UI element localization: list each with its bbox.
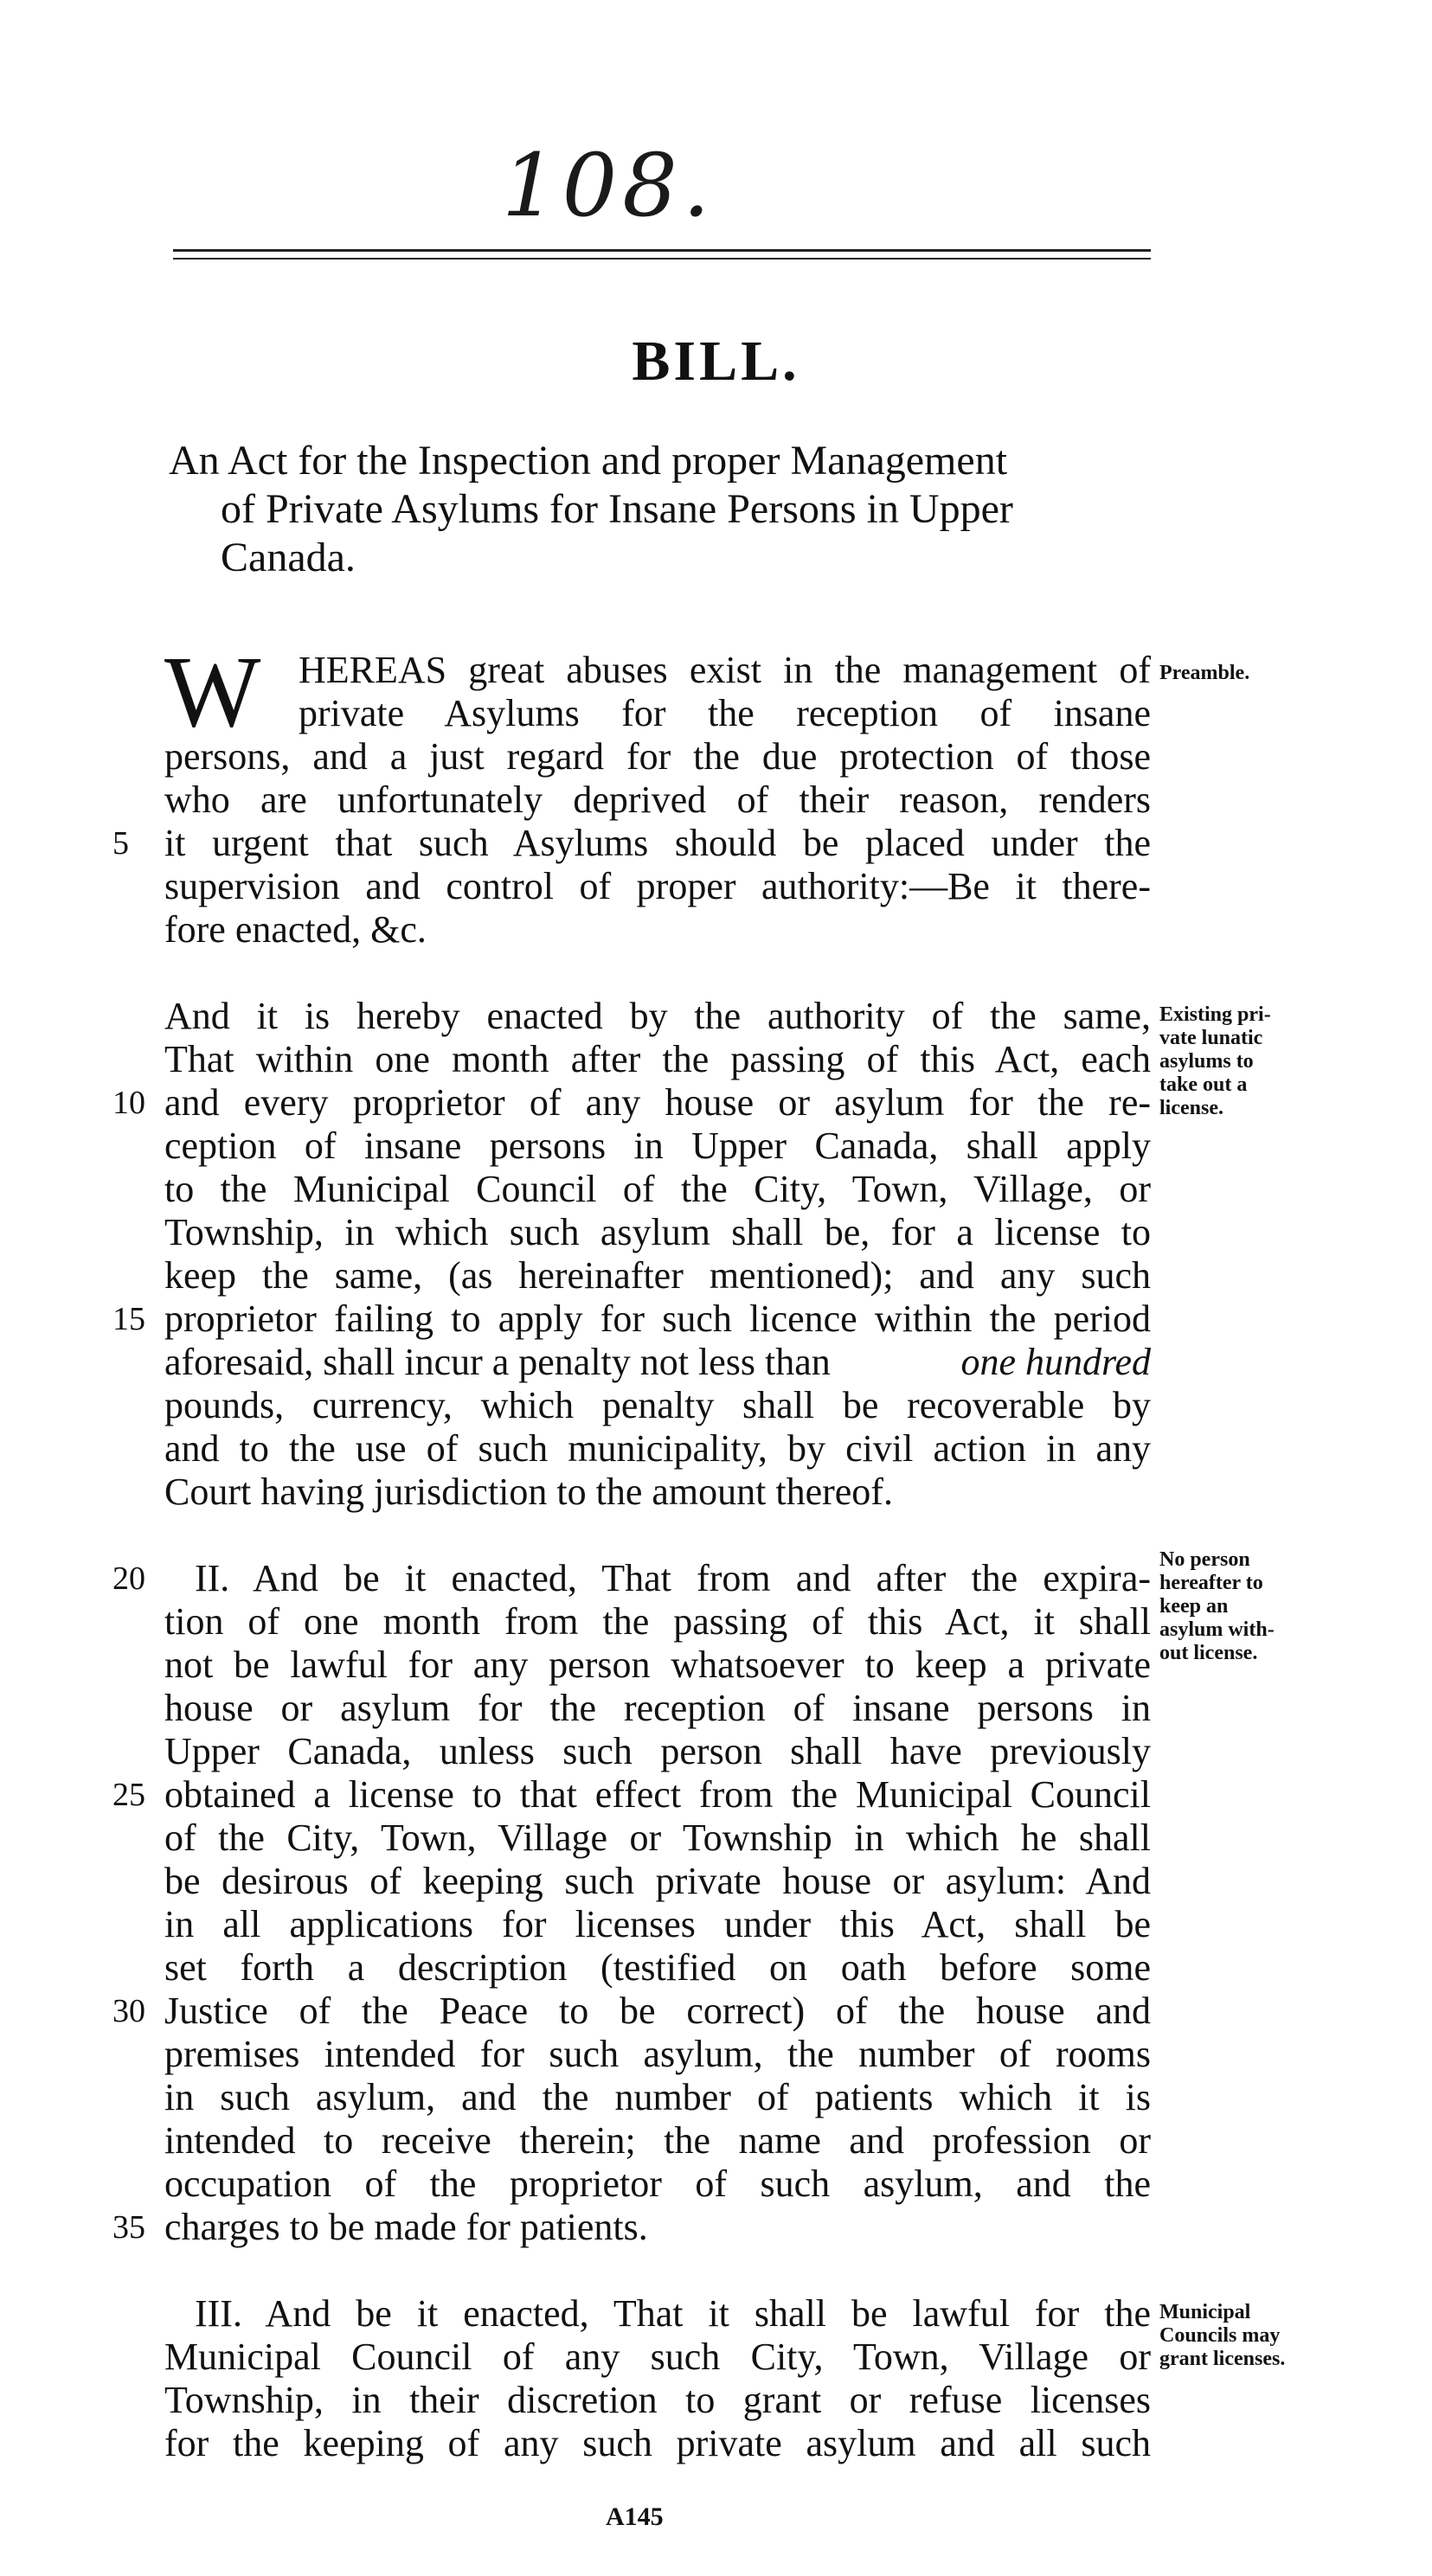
margin-note-line: license. (1159, 1097, 1223, 1119)
margin-note-section-1 (1159, 1003, 1341, 1120)
section-2-line: be desirous of keeping such private house or asylum: And (164, 1860, 1151, 1902)
section-2-line: house or asylum for the reception of insane persons in (164, 1687, 1151, 1729)
act-title-line: An Act for the Inspection and proper Management (169, 438, 1008, 484)
section-3-line: Municipal Council of any such City, Town, Village or (164, 2336, 1151, 2378)
margin-note-line: hereafter to (1159, 1572, 1263, 1594)
act-title (169, 437, 1164, 582)
header-rule-double (173, 258, 1151, 260)
margin-note-line: vate lunatic (1159, 1027, 1263, 1049)
margin-note-line: asylum with- (1159, 1618, 1275, 1641)
margin-note-line: Municipal (1159, 2301, 1251, 2323)
margin-note-section-3 (1159, 2301, 1341, 2371)
preamble-line: HEREAS great abuses exist in the management of (299, 649, 1151, 691)
margin-note-line: Existing pri- (1159, 1003, 1271, 1026)
section-2-line: premises intended for such asylum, the number of rooms (164, 2033, 1151, 2075)
section-1-line: proprietor failing to apply for such licence within the period (164, 1298, 1151, 1340)
section-2-line: charges to be made for patients. (164, 2206, 648, 2248)
preamble-line: private Asylums for the reception of insane (299, 692, 1151, 734)
section-1-line: pounds, currency, which penalty shall be recoverable by (164, 1384, 1151, 1426)
section-1-line: Township, in which such asylum shall be, for a license to (164, 1211, 1151, 1253)
line-number: 20 (112, 1560, 145, 1597)
section-1-line: Court having jurisdiction to the amount thereof. (164, 1471, 893, 1513)
section-1-line: aforesaid, shall incur a penalty not less than (164, 1341, 831, 1383)
line-number: 25 (112, 1777, 145, 1813)
section-2-line: not be lawful for any person whatsoever to keep a private (164, 1644, 1151, 1686)
section-2-line: in such asylum, and the number of patients which it is (164, 2076, 1151, 2118)
section-2-line: Upper Canada, unless such person shall have previously (164, 1730, 1151, 1772)
margin-note-line: take out a (1159, 1073, 1248, 1096)
margin-note-line: asylums to (1159, 1050, 1254, 1073)
drop-cap: W (164, 635, 261, 748)
section-2-line: II. And be it enacted, That from and after the expira- (195, 1557, 1151, 1599)
line-number: 10 (112, 1085, 145, 1121)
section-1-line: and every proprietor of any house or asylum for the re- (164, 1081, 1151, 1124)
margin-note-line: out license. (1159, 1642, 1258, 1664)
margin-note-section-2 (1159, 1548, 1341, 1665)
section-1-italic-phrase: one hundred (960, 1341, 1151, 1383)
section-3-line: Township, in their discretion to grant or refuse licenses (164, 2379, 1151, 2421)
section-3-line: for the keeping of any such private asylum and all such (164, 2422, 1151, 2464)
margin-note-line: grant licenses. (1159, 2348, 1286, 2370)
section-1-line: ception of insane persons in Upper Canada, shall apply (164, 1125, 1151, 1167)
bill-title: BILL. (632, 330, 800, 393)
section-2-line: in all applications for licenses under this Act, shall be (164, 1903, 1151, 1945)
printer-signature-mark: A145 (606, 2502, 664, 2531)
act-title-line: Canada. (221, 535, 356, 580)
margin-note-line: Councils may (1159, 2324, 1281, 2347)
section-1-line: and to the use of such municipality, by civil action in any (164, 1427, 1151, 1470)
section-3-line: III. And be it enacted, That it shall be lawful for the (195, 2292, 1151, 2335)
margin-note-line: Preamble. (1159, 662, 1250, 684)
section-2-line: obtained a license to that effect from the Municipal Council (164, 1773, 1151, 1816)
section-2-line: intended to receive therein; the name and profession or (164, 2119, 1151, 2162)
line-number: 5 (112, 825, 129, 862)
preamble-line: persons, and a just regard for the due protection of those (164, 735, 1151, 778)
preamble-line: who are unfortunately deprived of their reason, renders (164, 779, 1151, 821)
section-1-line: And it is hereby enacted by the authority of the same, (164, 995, 1151, 1037)
line-number: 15 (112, 1301, 145, 1337)
section-1-line-italic-row (164, 1341, 1151, 1384)
section-2-line: tion of one month from the passing of this Act, it shall (164, 1600, 1151, 1643)
section-1-line: That within one month after the passing of this Act, each (164, 1038, 1151, 1080)
preamble-line: it urgent that such Asylums should be placed under the (164, 822, 1151, 864)
margin-note-preamble (1159, 662, 1341, 685)
preamble-line: fore enacted, &c. (164, 908, 427, 951)
section-1-line: keep the same, (as hereinafter mentioned); and any such (164, 1254, 1151, 1297)
section-2-line: set forth a description (testified on oath before some (164, 1946, 1151, 1989)
margin-note-line: No person (1159, 1548, 1250, 1571)
margin-note-line: keep an (1159, 1595, 1229, 1618)
section-1-line: to the Municipal Council of the City, Town, Village, or (164, 1168, 1151, 1210)
header-rule (173, 249, 1151, 252)
line-number: 35 (112, 2209, 145, 2246)
preamble-line: supervision and control of proper authority:—Be it there- (164, 865, 1151, 907)
handwritten-page-number: 108. (502, 135, 716, 236)
line-number: 30 (112, 1993, 145, 2029)
section-2-line: of the City, Town, Village or Township in which he shall (164, 1817, 1151, 1859)
section-2-line: Justice of the Peace to be correct) of the house and (164, 1990, 1151, 2032)
act-title-line: of Private Asylums for Insane Persons in Upper (221, 486, 1013, 532)
section-2-line: occupation of the proprietor of such asylum, and the (164, 2163, 1151, 2205)
